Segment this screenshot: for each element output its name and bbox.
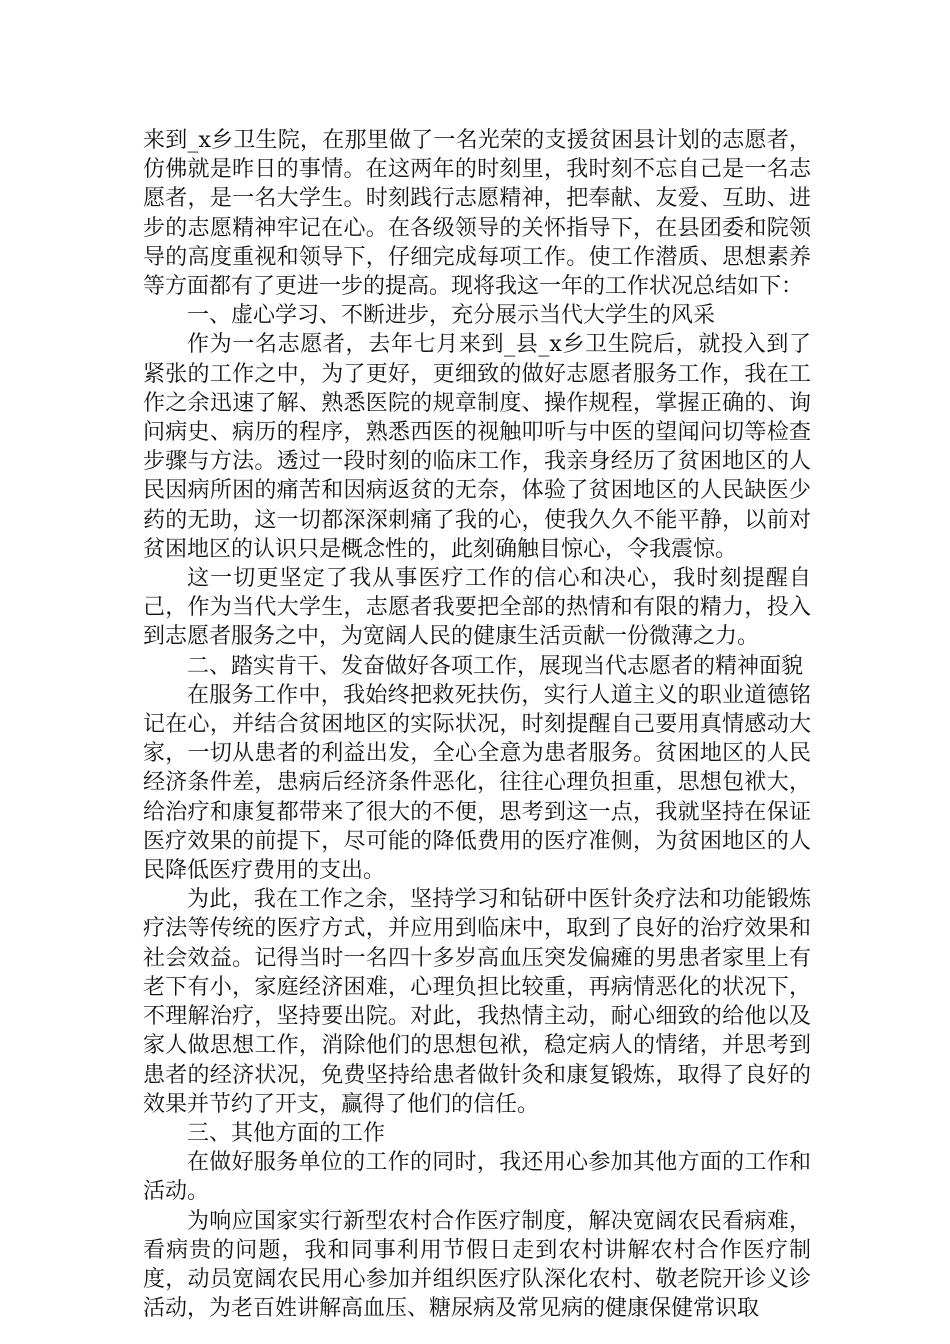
section-heading-3: 三、其他方面的工作 — [187, 1120, 386, 1146]
body-paragraph: 在做好服务单位的工作的同时，我还用心参加其他方面的工作和活动。 — [143, 1150, 811, 1205]
body-paragraph: 这一切更坚定了我从事医疗工作的信心和决心，我时刻提醒自己，作为当代大学生，志愿者我要把全部的热情和有限的精力，投入到志愿者服务之中，为宽阔人民的健康生活贡献一份微薄之力。 — [143, 566, 811, 650]
body-paragraph: 为响应国家实行新型农村合作医疗制度，解决宽阔农民看病难，看病贵的问题，我和同事利用节假日走到农村讲解农村合作医疗制度，动员宽阔农民用心参加并组织医疗队深化农村、敬老院开诊义诊活动，为老百姓讲解高血压、糖尿病及常见病的健康保健常识取 — [143, 1208, 811, 1322]
section-heading-1: 一、虚心学习、不断进步，充分展示当代大学生的风采 — [187, 303, 716, 329]
intro-paragraph: 来到_x乡卫生院，在那里做了一名光荣的支援贫困县计划的志愿者，仿佛就是昨日的事情。在这两年的时刻里，我时刻不忘自己是一名志愿者，是一名大学生。时刻践行志愿精神，把奉献、友爱、互助、进步的志愿精神牢记在心。在各级领导的关怀指导下，在县团委和院领导的高度重视和领导下，仔细完成每项工作。使工作潜质、思想素养等方面都有了更进一步的提高。现将我这一年的工作状况总结如下： — [143, 128, 811, 300]
body-paragraph: 在服务工作中，我始终把救死扶伤，实行人道主义的职业道德铭记在心，并结合贫困地区的实际状况，时刻提醒自己要用真情感动大家，一切从患者的利益出发，全心全意为患者服务。贫困地区的人民经济条件差，患病后经济条件恶化，往往心理负担重，思想包袱大，给治疗和康复都带来了很大的不便，思考到这一点，我就坚持在保证医疗效果的前提下，尽可能的降低费用的医疗准侧，为贫困地区的人民降低医疗费用的支出。 — [143, 682, 811, 884]
document-page — [143, 126, 811, 1323]
section-heading-2: 二、踏实肯干、发奋做好各项工作，展现当代志愿者的精神面貌 — [187, 653, 804, 679]
body-paragraph: 作为一名志愿者，去年七月来到_县_x乡卫生院后，就投入到了紧张的工作之中，为了更好，更细致的做好志愿者服务工作，我在工作之余迅速了解、熟悉医院的规章制度、操作规程，掌握正确的、询问病史、病历的程序，熟悉西医的视触叩听与中医的望闻问切等检查步骤与方法。透过一段时刻的临床工作，我亲身经历了贫困地区的人民因病所困的痛苦和因病返贫的无奈，体验了贫困地区的人民缺医少药的无助，这一切都深深刺痛了我的心，使我久久不能平静，以前对贫困地区的认识只是概念性的，此刻确触目惊心，令我震惊。 — [143, 332, 811, 562]
body-paragraph: 为此，我在工作之余，坚持学习和钻研中医针灸疗法和功能锻炼疗法等传统的医疗方式，并应用到临床中，取到了良好的治疗效果和社会效益。记得当时一名四十多岁高血压突发偏瘫的男患者家里上有老下有小，家庭经济困难，心理负担比较重，再病情恶化的状况下，不理解治疗，坚持要出院。对此，我热情主动，耐心细致的给他以及家人做思想工作，消除他们的思想包袱，稳定病人的情绪，并思考到患者的经济状况，免费坚持给患者做针灸和康复锻炼，取得了良好的效果并节约了开支，赢得了他们的信任。 — [143, 887, 811, 1117]
